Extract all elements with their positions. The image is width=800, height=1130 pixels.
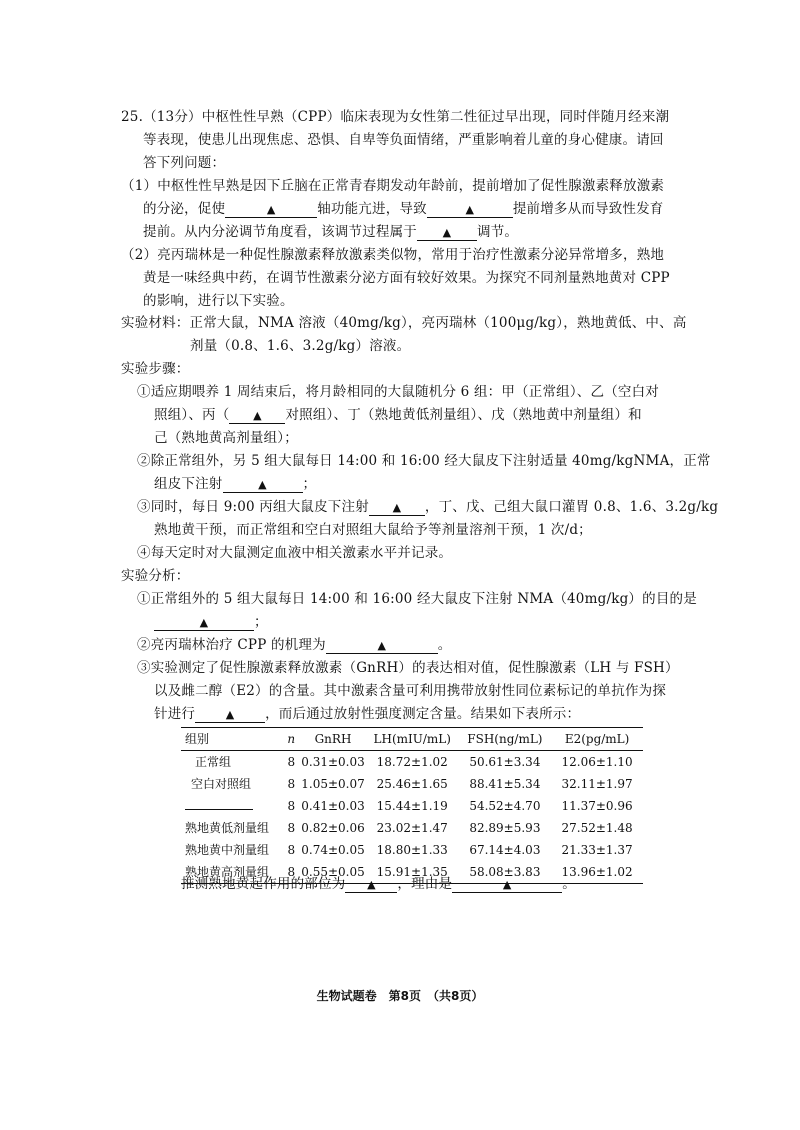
part1-line-2: 的分泌，促使 ▲ 轴功能亢进，导致 ▲ 提前增多从而导致性发育 [143, 201, 664, 217]
answer-blank[interactable]: ▲ [229, 407, 285, 424]
table-cell: 50.61±3.34 [469, 755, 541, 769]
analysis1-line-2: ▲ ； [154, 612, 268, 632]
table-cell: 1.05±0.07 [301, 777, 365, 791]
table-header-cell: E2(pg/mL) [551, 728, 643, 751]
table-cell: 熟地黄低剂量组 [185, 821, 270, 835]
table-cell: 13.96±1.02 [551, 861, 643, 884]
table-cell: 0.31±0.03 [301, 755, 365, 769]
table-cell: 15.91±1.35 [366, 861, 459, 884]
table-cell: 熟地黄中剂量组 [185, 843, 270, 857]
step3-line-2: 熟地黄干预，而正常组和空白对照组大鼠给予等剂量溶剂干预，1 次/d； [154, 522, 592, 538]
step2-line-2: 组皮下注射 ▲ ； [154, 476, 317, 492]
answer-blank[interactable]: ▲ [195, 706, 265, 723]
materials-line-1: 实验材料：正常大鼠，NMA 溶液（40mg/kg），亮丙瑞林（100μg/kg），熟地黄低、中、高 [121, 315, 687, 331]
table-cell: 8 [287, 821, 296, 835]
answer-blank[interactable]: ▲ [369, 499, 425, 516]
table-row [181, 751, 643, 774]
part2-line-1: （2）亮丙瑞林是一种促性腺激素释放激素类似物，常用于治疗性激素分泌异常增多，熟地 [121, 247, 665, 263]
answer-blank[interactable]: ▲ [417, 224, 477, 241]
step1-line-1: ①适应期喂养 1 周结束后，将月龄相同的大鼠随机分 6 组：甲（正常组）、乙（空白对 [137, 384, 659, 400]
final-question-line: 推测熟地黄起作用的部位为 ▲ ，理由是 ▲ 。 [181, 876, 576, 892]
question-head: 25.（13分）中枢性性早熟（CPP）临床表现为女性第二性征过早出现，同时伴随月经来潮 [121, 109, 670, 125]
materials-line-2: 剂量（0.8、1.6、3.2g/kg）溶液。 [190, 338, 411, 354]
table-header-row [181, 728, 643, 751]
table-row [181, 795, 643, 817]
table-cell: 15.44±1.19 [376, 799, 448, 813]
table-cell: 54.52±4.70 [469, 799, 541, 813]
answer-blank[interactable] [185, 797, 253, 810]
table-cell: 8 [282, 861, 300, 884]
table-cell: 58.08±3.83 [459, 861, 551, 884]
intro-line-3: 答下列问题： [143, 155, 226, 171]
table-cell: 8 [287, 843, 296, 857]
table-cell: 0.82±0.06 [301, 821, 365, 835]
table-header-cell: GnRH [300, 728, 366, 751]
answer-blank[interactable]: ▲ [452, 876, 562, 893]
table-cell: 0.74±0.05 [301, 843, 365, 857]
table-cell: 18.72±1.02 [376, 755, 448, 769]
answer-blank[interactable]: ▲ [225, 201, 317, 218]
table-cell: 82.89±5.93 [469, 821, 541, 835]
table-cell: 8 [287, 777, 296, 791]
step3-line-1: ③同时，每日 9:00 丙组大鼠皮下注射 ▲ ，丁、戊、己组大鼠口灌胃 0.8、1.6、3.2g/kg [137, 499, 719, 515]
analysis1-line-1: ①正常组外的 5 组大鼠每日 14:00 和 16:00 经大鼠皮下注射 NMA（40mg/kg）的目的是 [137, 591, 697, 607]
analysis2-line-1: ②亮丙瑞林治疗 CPP 的机理为 ▲ 。 [137, 637, 452, 653]
table-cell: 正常组 [195, 755, 232, 769]
table-cell: 11.37±0.96 [561, 799, 633, 813]
step4-line-1: ④每天定时对大鼠测定血液中相关激素水平并记录。 [137, 545, 453, 561]
table-row [181, 817, 643, 839]
table-cell: 27.52±1.48 [561, 821, 633, 835]
table-header-cell: n [282, 728, 300, 751]
table-cell: 88.41±5.34 [469, 777, 541, 791]
table-cell: 0.41±0.03 [301, 799, 365, 813]
table-row [181, 773, 643, 795]
step2-line-1: ②除正常组外，另 5 组大鼠每日 14:00 和 16:00 经大鼠皮下注射适量 40mg/kgNMA，正常 [137, 453, 711, 469]
steps-title: 实验步骤： [121, 361, 190, 377]
answer-blank[interactable]: ▲ [326, 637, 438, 654]
table-cell: 8 [287, 755, 296, 769]
page-footer: 生物试题卷 第8页 （共8页） [316, 989, 484, 1003]
table-cell: 0.55±0.05 [300, 861, 366, 884]
analysis3-line-1: ③实验测定了促性腺激素释放激素（GnRH）的表达相对值，促性腺激素（LH 与 FSH） [137, 660, 679, 676]
analysis-title: 实验分析： [121, 568, 190, 584]
intro-line-2: 等表现，使患儿出现焦虑、恐惧、自卑等负面情绪，严重影响着儿童的身心健康。请回 [143, 132, 664, 148]
answer-blank[interactable]: ▲ [345, 876, 397, 893]
table-cell: 8 [287, 799, 296, 813]
part1-line-3: 提前。从内分泌调节角度看，该调节过程属于 ▲ 调节。 [143, 224, 519, 240]
table-header-cell: 组别 [181, 728, 282, 751]
table-cell: 21.33±1.37 [561, 843, 633, 857]
part2-line-3: 的影响，进行以下实验。 [143, 293, 294, 309]
table-header-cell: FSH(ng/mL) [459, 728, 551, 751]
part1-line-1: （1）中枢性性早熟是因下丘脑在正常青春期发动年龄前，提前增加了促性腺激素释放激素 [121, 178, 665, 194]
table-cell: 熟地黄高剂量组 [181, 861, 282, 884]
table-cell: 空白对照组 [191, 777, 252, 791]
results-table [181, 727, 643, 884]
table-cell: 23.02±1.47 [376, 821, 448, 835]
table-cell: 25.46±1.65 [376, 777, 448, 791]
answer-blank[interactable]: ▲ [427, 201, 513, 218]
table-cell: 12.06±1.10 [561, 755, 633, 769]
step1-line-2: 照组）、丙（ ▲ 对照组）、丁（熟地黄低剂量组）、戊（熟地黄中剂量组）和 [154, 407, 642, 423]
answer-blank[interactable]: ▲ [223, 476, 303, 493]
table-row [181, 839, 643, 861]
table-cell: 18.80±1.33 [376, 843, 448, 857]
table-cell: 67.14±4.03 [469, 843, 541, 857]
table-cell-blank[interactable] [181, 795, 282, 817]
analysis3-line-2: 以及雌二醇（E2）的含量。其中激素含量可利用携带放射性同位素标记的单抗作为探 [154, 683, 667, 699]
step1-line-3: 己（熟地黄高剂量组）； [154, 430, 298, 446]
part2-line-2: 黄是一味经典中药，在调节性激素分泌方面有较好效果。为探究不同剂量熟地黄对 CPP [143, 270, 670, 286]
answer-blank[interactable]: ▲ [154, 614, 254, 631]
analysis3-line-3: 针进行 ▲ ，而后通过放射性强度测定含量。结果如下表所示： [154, 706, 581, 722]
table-cell: 32.11±1.97 [561, 777, 633, 791]
table-header-cell: LH(mIU/mL) [366, 728, 459, 751]
